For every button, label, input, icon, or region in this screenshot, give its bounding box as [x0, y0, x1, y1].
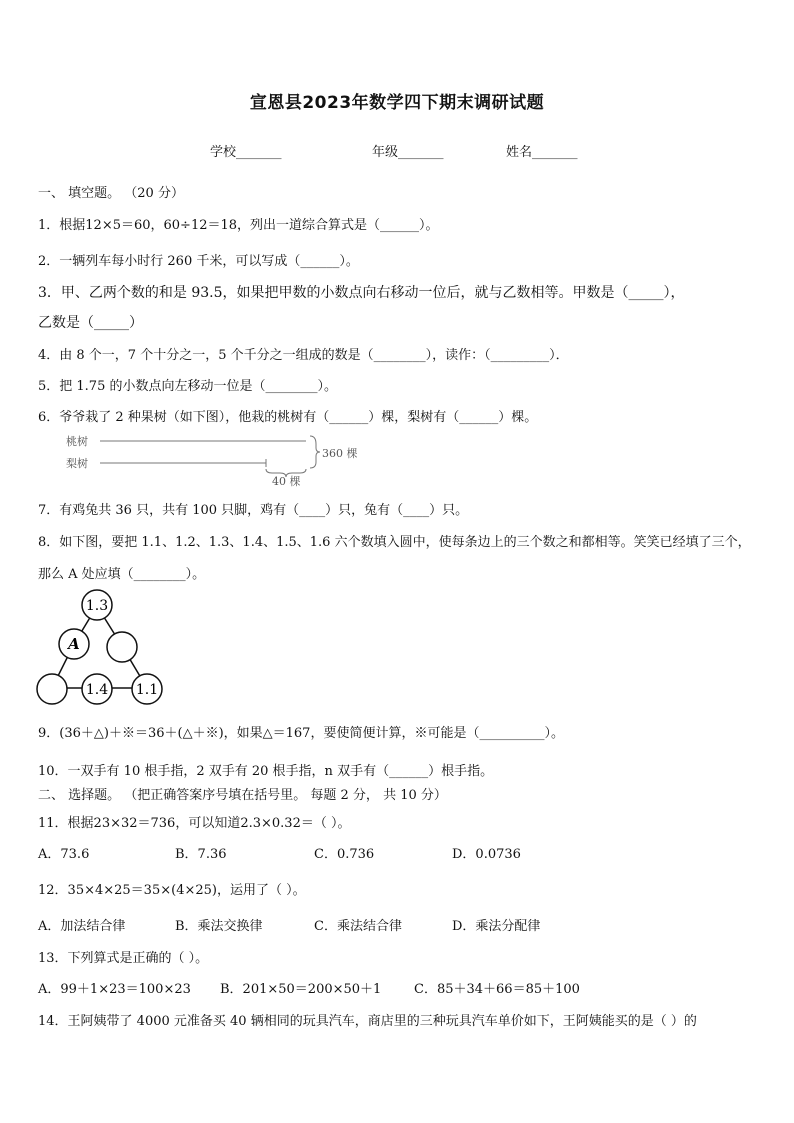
question-12: 12．35×4×25＝35×(4×25)，运用了（ ）。: [38, 883, 306, 898]
question-8-line1: 8．如下图，要把 1.1、1.2、1.3、1.4、1.5、1.6 六个数填入圆中，使每条边上的三个数之和都相等。笑笑已经填了三个，: [38, 535, 751, 550]
circle-a-label: A: [68, 635, 80, 653]
option-a: A．99＋1×23＝100×23: [38, 982, 191, 997]
section-2-heading: 二、 选择题。 （把正确答案序号填在括号里。 每题 2 分， 共 10 分）: [38, 788, 447, 803]
option-b: B．7.36: [175, 847, 227, 862]
question-3-line2: 乙数是（_____）: [38, 315, 143, 331]
question-1: 1．根据12×5＝60，60÷12＝18，列出一道综合算式是（______）。: [38, 218, 439, 233]
question-9: 9．(36＋△)＋※＝36＋(△＋※)，如果△＝167，要使简便计算，※可能是（__________）。: [38, 726, 564, 741]
circle-bottom-mid-value: 1.4: [85, 682, 109, 698]
pear-label: 梨树: [66, 457, 88, 470]
school-field: 学校_______: [210, 145, 282, 160]
option-c: C．乘法结合律: [314, 919, 402, 934]
question-2: 2．一辆列车每小时行 260 千米，可以写成（______）。: [38, 254, 359, 269]
circle-bottom-left-empty: [37, 674, 67, 704]
option-c: C．0.736: [314, 847, 375, 862]
question-10: 10．一双手有 10 根手指，2 双手有 20 根手指，n 双手有（______）根手指。: [38, 764, 494, 779]
question-11: 11．根据23×32＝736，可以知道2.3×0.32＝（ ）。: [38, 816, 351, 831]
triangle-circle-figure: [34, 588, 166, 708]
question-13: 13．下列算式是正确的（ ）。: [38, 951, 209, 966]
question-6: 6．爷爷栽了 2 种果树（如下图），他栽的桃树有（______）棵，梨树有（______）棵。: [38, 410, 538, 425]
circle-bottom-right-value: 1.1: [135, 682, 159, 698]
total-label: 360 棵: [322, 447, 358, 460]
option-b: B．乘法交换律: [175, 919, 263, 934]
question-14: 14．王阿姨带了 4000 元准备买 40 辆相同的玩具汽车，商店里的三种玩具汽车单价如下，王阿姨能买的是（ ）的: [38, 1014, 697, 1029]
question-7: 7．有鸡兔共 36 只，共有 100 只脚，鸡有（____）只，兔有（____）只。: [38, 503, 469, 518]
tree-line-figure: [60, 432, 370, 488]
option-a: A．73.6: [38, 847, 90, 862]
circle-top-value: 1.3: [85, 598, 109, 614]
circle-right-empty: [107, 632, 137, 662]
peach-label: 桃树: [66, 435, 88, 448]
diff-label: 40 棵: [272, 475, 301, 488]
question-8-line2: 那么 A 处应填（________）。: [38, 567, 206, 582]
option-b: B．201×50＝200×50＋1: [220, 982, 382, 997]
option-c: C．85＋34＋66＝85＋100: [414, 982, 580, 997]
question-5: 5．把 1.75 的小数点向左移动一位是（________）。: [38, 379, 337, 394]
exam-title: 宣恩县2023年数学四下期末调研试题: [249, 93, 545, 113]
section-1-heading: 一、 填空题。 （20 分）: [38, 186, 184, 201]
grade-field: 年级_______: [372, 145, 444, 160]
question-4: 4．由 8 个一，7 个十分之一，5 个千分之一组成的数是（________），读作：（_________）．: [38, 348, 569, 363]
option-d: D．乘法分配律: [452, 919, 541, 934]
name-field: 姓名_______: [506, 145, 578, 160]
question-3-line1: 3．甲、乙两个数的和是 93.5，如果把甲数的小数点向右移动一位后，就与乙数相等。甲数是（_____），: [38, 285, 685, 301]
option-a: A．加法结合律: [38, 919, 126, 934]
option-d: D．0.0736: [452, 847, 521, 862]
